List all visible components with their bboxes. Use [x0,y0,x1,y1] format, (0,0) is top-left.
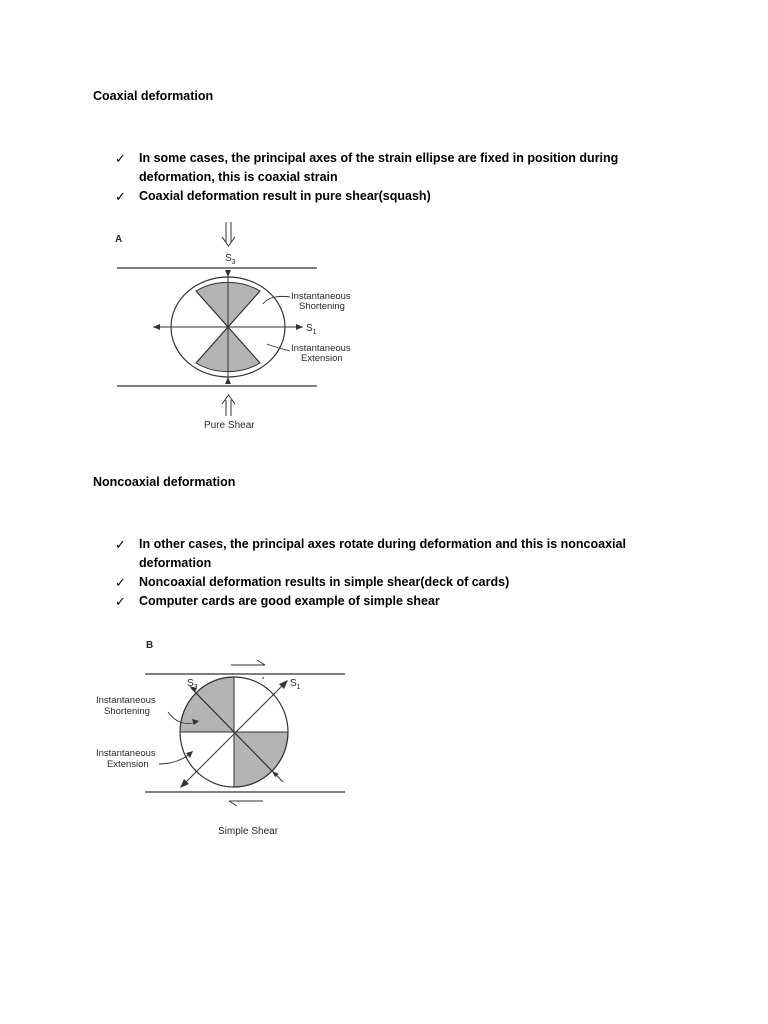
section-heading-coaxial: Coaxial deformation [93,89,214,103]
checkmark-icon: ✓ [115,594,126,609]
shortening-label: Instantaneous [96,695,156,706]
checkmark-icon: ✓ [115,575,126,590]
list-item [115,573,635,592]
list-item [115,592,635,611]
extension-label: Instantaneous [291,343,351,354]
list-item [115,187,635,206]
shortening-label: Shortening [104,706,150,717]
checkmark-icon: ✓ [115,151,126,166]
figure-simple-shear [93,630,365,838]
extension-label: Extension [107,759,149,770]
list-item [115,535,635,573]
list-item [115,149,635,187]
figure-panel-label: B [146,640,154,651]
bullet-text: In other cases, the principal axes rotate during deformation and this is noncoaxial deformation [139,537,626,570]
bullet-text: Coaxial deformation result in pure shear(squash) [139,189,431,203]
s3-label: $S_3$ [187,678,198,691]
shortening-label: Shortening [299,301,345,312]
figure-pure-shear [95,220,370,432]
extension-label: Instantaneous [96,748,156,759]
section-heading-noncoaxial: Noncoaxial deformation [93,475,236,489]
bullet-text: Noncoaxial deformation results in simple shear(deck of cards) [139,575,510,589]
s1-label: $S_1$ [290,678,301,691]
marker-dot [262,677,264,679]
checkmark-icon: ✓ [115,189,126,204]
s3-label: $S_3$ [225,253,236,266]
noncoaxial-bullet-list [115,535,635,611]
figure-caption: Pure Shear [204,420,255,431]
checkmark-icon: ✓ [115,537,126,552]
figure-caption: Simple Shear [218,826,279,837]
figure-panel-label: A [115,234,123,245]
extension-label: Extension [301,353,343,364]
bullet-text: Computer cards are good example of simple shear [139,594,440,608]
shortening-label: Instantaneous [291,291,351,302]
s1-label: $S_1$ [306,323,317,336]
coaxial-bullet-list [115,149,635,206]
bullet-text: In some cases, the principal axes of the strain ellipse are fixed in position during deformation, this is coaxial strain [139,151,619,184]
